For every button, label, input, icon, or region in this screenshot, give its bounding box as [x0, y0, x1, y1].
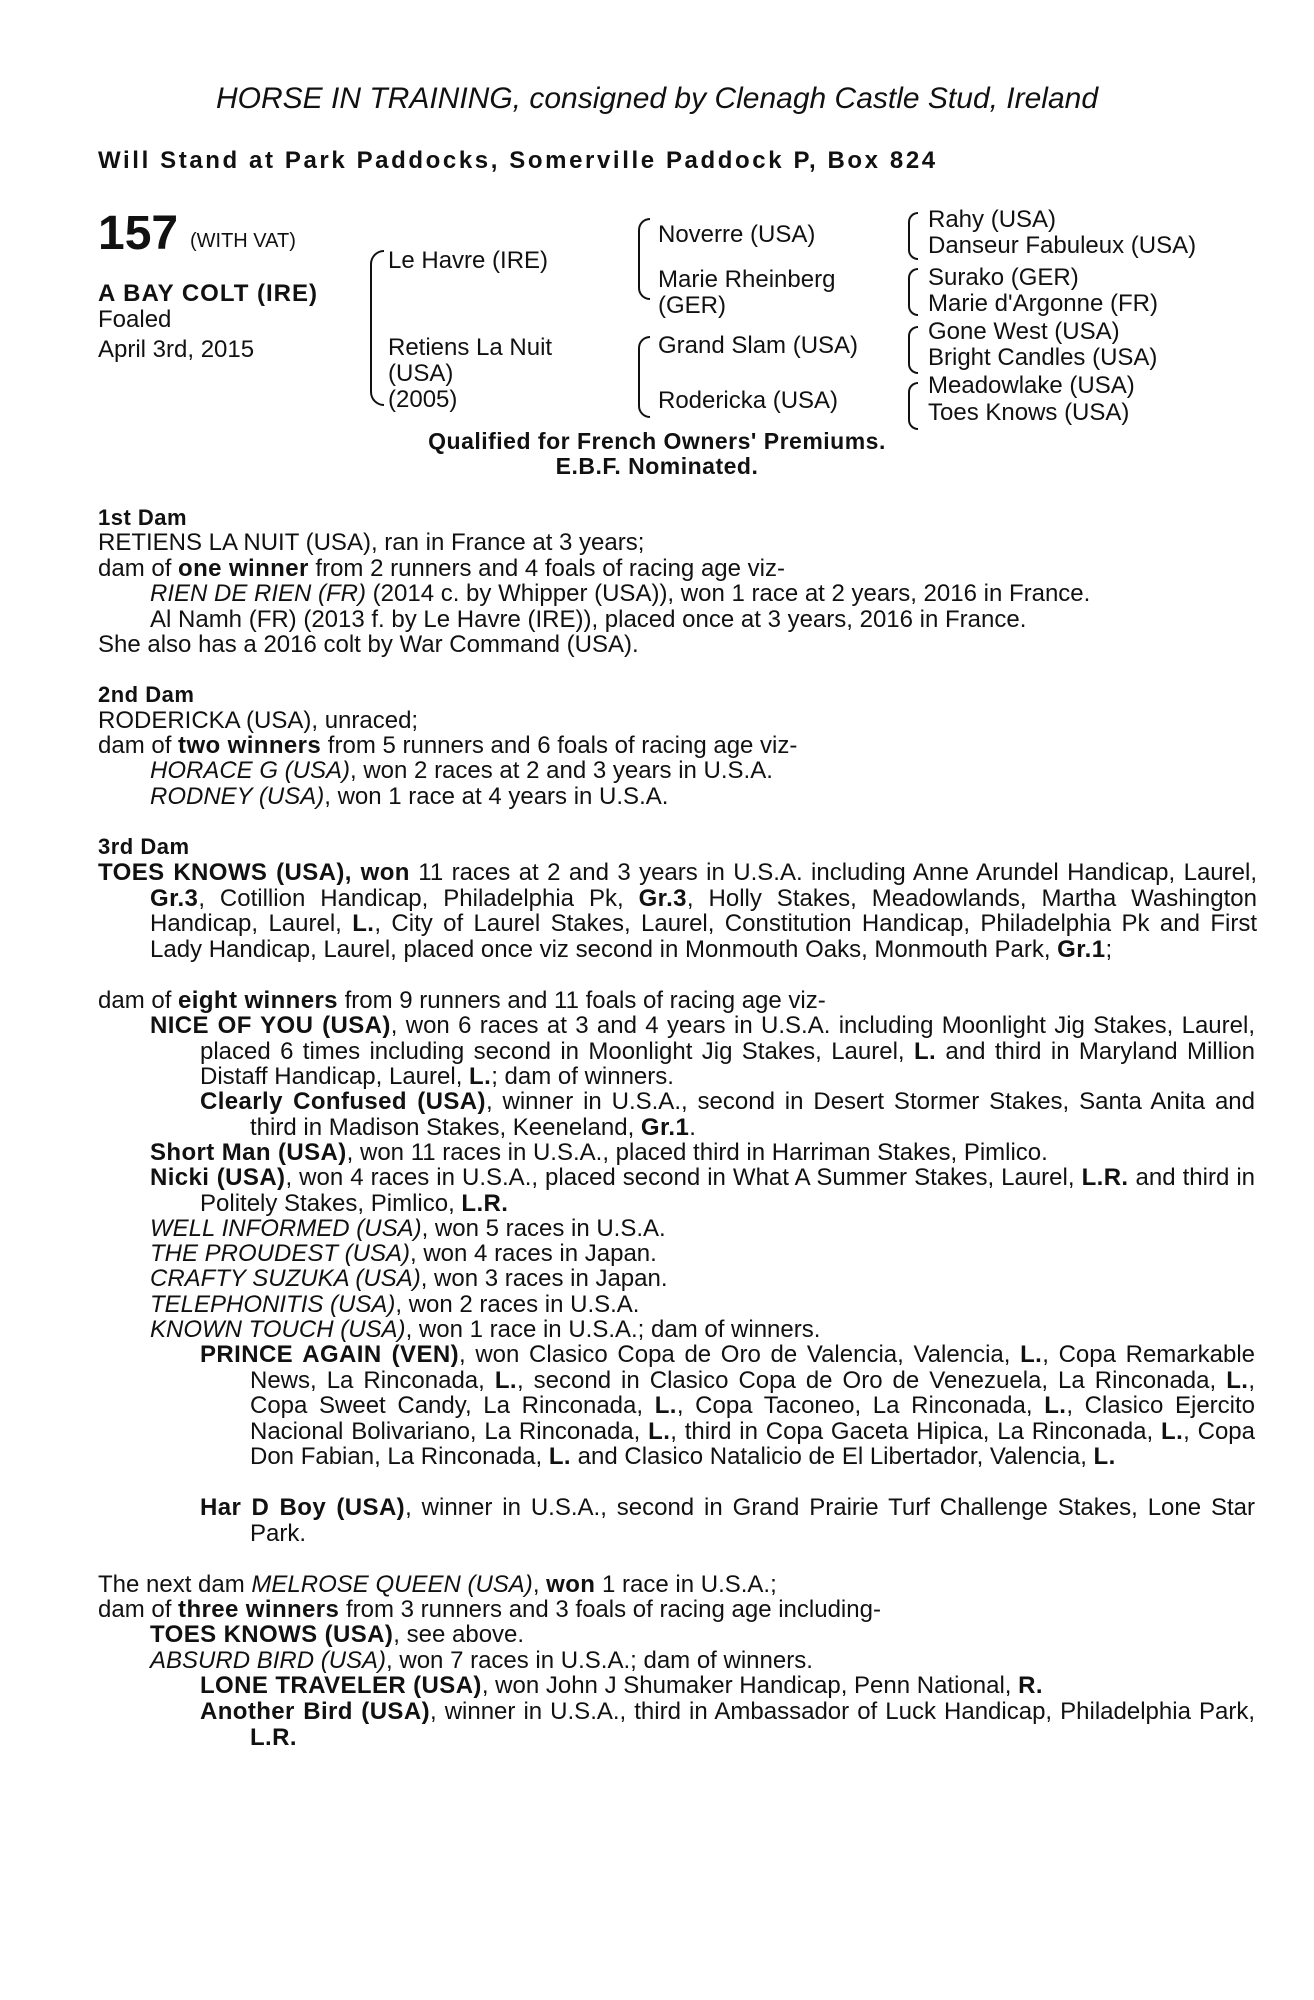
pedigree-sire-dam-line1: Marie Rheinberg: [658, 266, 836, 293]
pedigree-sire-dam-line2: (GER): [658, 292, 726, 319]
bracket: [908, 382, 918, 430]
pedigree-ggp-2: Danseur Fabuleux (USA): [928, 232, 1197, 259]
pedigree-ggp-1: Rahy (USA): [928, 206, 1057, 233]
lot-number: 157: [98, 207, 179, 260]
pedigree-sire-sire: Noverre (USA): [658, 221, 816, 248]
bracket: [908, 268, 918, 316]
section-heading-3rd-dam: 3rd Dam: [98, 834, 190, 859]
pedigree-ggp-7: Meadowlake (USA): [928, 372, 1135, 399]
vat-note: (WITH VAT): [190, 230, 296, 252]
bracket: [370, 250, 384, 406]
pedigree-ggp-4: Marie d'Argonne (FR): [928, 290, 1158, 317]
dam3-dam-of: dam of eight winners from 9 runners and 11 foals of racing age viz-: [98, 987, 826, 1014]
dam2-line2: dam of two winners from 5 runners and 6 foals of racing age viz-: [98, 732, 798, 759]
dam3-known-touch: KNOWN TOUCH (USA), won 1 race in U.S.A.; dam of winners.: [150, 1316, 821, 1343]
dam1-progeny-2: Al Namh (FR) (2013 f. by Le Havre (IRE)), placed once at 3 years, 2016 in France.: [150, 606, 1027, 633]
dam2-progeny-2: RODNEY (USA), won 1 race at 4 years in U.S.A.: [150, 783, 669, 810]
dam3-well-informed: WELL INFORMED (USA), won 5 races in U.S.A.: [150, 1215, 666, 1242]
pedigree-ggp-3: Surako (GER): [928, 264, 1079, 291]
nextdam-toes-knows: TOES KNOWS (USA), see above.: [150, 1621, 525, 1648]
pedigree-dam-line1: Retiens La Nuit: [388, 334, 553, 361]
dam1-line1: RETIENS LA NUIT (USA), ran in France at 3 years;: [98, 529, 645, 556]
bracket: [638, 218, 650, 300]
dam2-line1: RODERICKA (USA), unraced;: [98, 707, 419, 734]
pedigree-ggp-6: Bright Candles (USA): [928, 344, 1158, 371]
pedigree-dam-line3: (2005): [388, 386, 458, 413]
nextdam-lone-traveler: LONE TRAVELER (USA), won John J Shumaker Handicap, Penn National, R.: [200, 1672, 1043, 1699]
section-heading-2nd-dam: 2nd Dam: [98, 682, 195, 707]
nextdam-absurd-bird: ABSURD BIRD (USA), won 7 races in U.S.A.; dam of winners.: [150, 1647, 813, 1674]
pedigree-ggp-5: Gone West (USA): [928, 318, 1120, 345]
dam1-also: She also has a 2016 colt by War Command (USA).: [98, 631, 639, 658]
dam3-short-man: Short Man (USA), won 11 races in U.S.A., placed third in Harriman Stakes, Pimlico.: [150, 1139, 1048, 1166]
dam1-line2: dam of one winner from 2 runners and 4 foals of racing age viz-: [98, 555, 785, 582]
dam3-nicki: Nicki (USA), won 4 races in U.S.A., placed second in What A Summer Stakes, Laurel, L.R. and third in Politely Stakes, Pimlico, L.R.: [150, 1164, 1255, 1217]
pedigree-dam-dam: Rodericka (USA): [658, 387, 839, 414]
bracket: [638, 336, 650, 418]
bracket: [908, 212, 918, 260]
nextdam-another-bird: Another Bird (USA), winner in U.S.A., third in Ambassador of Luck Handicap, Philadelphia Park, L.R.: [200, 1698, 1255, 1751]
dam1-progeny-1: RIEN DE RIEN (FR) (2014 c. by Whipper (USA)), won 1 race at 2 years, 2016 in France.: [150, 580, 1091, 607]
nextdam-line1: The next dam MELROSE QUEEN (USA), won 1 race in U.S.A.;: [98, 1571, 777, 1598]
dam3-the-proudest: THE PROUDEST (USA), won 4 races in Japan.: [150, 1240, 657, 1267]
catalogue-header-title: HORSE IN TRAINING, consigned by Clenagh Castle Stud, Ireland: [215, 82, 1099, 115]
pedigree-dam-sire: Grand Slam (USA): [658, 332, 859, 359]
stand-location: Will Stand at Park Paddocks, Somerville Paddock P, Box 824: [98, 147, 938, 174]
pedigree-ggp-8: Toes Knows (USA): [928, 399, 1130, 426]
bracket: [908, 326, 918, 374]
dam3-clearly-confused: Clearly Confused (USA), winner in U.S.A., second in Desert Stormer Stakes, Santa Anita and third in Madison Stakes, Keeneland, Gr.1.: [200, 1088, 1255, 1141]
section-heading-1st-dam: 1st Dam: [98, 505, 188, 530]
foaled-date: April 3rd, 2015: [98, 336, 255, 363]
dam3-crafty-suzuka: CRAFTY SUZUKA (USA), won 3 races in Japan.: [150, 1265, 668, 1292]
horse-description: A BAY COLT (IRE): [98, 280, 319, 307]
pedigree-dam-line2: (USA): [388, 360, 454, 387]
ebf-note: E.B.F. Nominated.: [555, 453, 759, 479]
dam3-nice-of-you: NICE OF YOU (USA), won 6 races at 3 and 4 years in U.S.A. including Moonlight Jig Stakes, Laurel, placed 6 times including second in Moonlight Jig Stakes, Laurel, L. and third in Maryland Million Distaff Handicap, Laurel, L.; dam of winners.: [150, 1012, 1255, 1091]
dam3-telephonitis: TELEPHONITIS (USA), won 2 races in U.S.A.: [150, 1291, 640, 1318]
dam3-prince-again: PRINCE AGAIN (VEN), won Clasico Copa de Oro de Valencia, Valencia, L., Copa Remarkable News, La Rinconada, L., second in Clasico Copa de Oro de Venezuela, La Rinconada, L., Copa Sweet Candy, La Rinconada, L., Copa Taconeo, La Rinconada, L., Clasico Ejercito Nacional Bolivariano, La Rinconada, L., third in Copa Gaceta Hipica, La Rinconada, L., Copa Don Fabian, La Rinconada, L. and Clasico Natalicio de El Libertador, Valencia, L.: [200, 1341, 1256, 1471]
foaled-label: Foaled: [98, 306, 172, 333]
dam3-toes-knows: TOES KNOWS (USA), won 11 races at 2 and 3 years in U.S.A. including Anne Arundel Handicap, Laurel, Gr.3, Cotillion Handicap, Philadelphia Pk, Gr.3, Holly Stakes, Meadowlands, Martha Washington Handicap, Laurel, L., City of Laurel Stakes, Laurel, Constitution Handicap, Philadelphia Pk and First Lady Handicap, Laurel, placed once viz second in Monmouth Oaks, Monmouth Park, Gr.1;: [98, 859, 1257, 963]
nextdam-line2: dam of three winners from 3 runners and 3 foals of racing age including-: [98, 1596, 881, 1623]
dam3-har-d-boy: Har D Boy (USA), winner in U.S.A., second in Grand Prairie Turf Challenge Stakes, Lone Star Park.: [200, 1494, 1256, 1547]
dam2-progeny-1: HORACE G (USA), won 2 races at 2 and 3 years in U.S.A.: [150, 757, 773, 784]
pedigree-sire: Le Havre (IRE): [388, 247, 549, 274]
premiums-note: Qualified for French Owners' Premiums.: [428, 428, 886, 454]
